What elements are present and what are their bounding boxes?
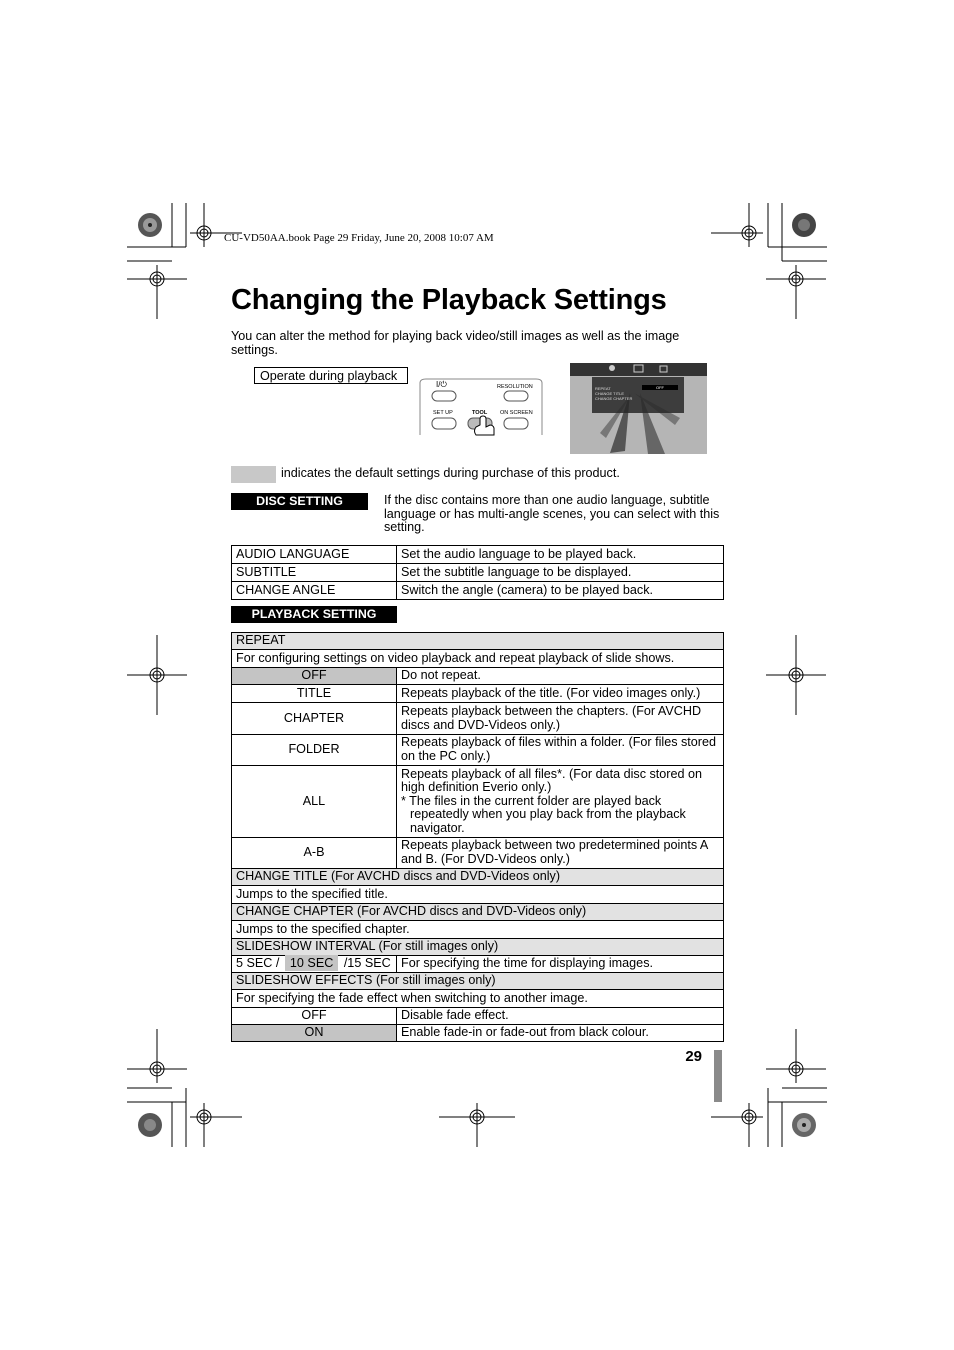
- onscreen-label: ON SCREEN: [500, 410, 533, 416]
- playback-setting-heading: PLAYBACK SETTING: [231, 606, 397, 623]
- table-row: [232, 668, 724, 685]
- table-row: [232, 869, 724, 886]
- option-name: OFF: [232, 668, 397, 685]
- disc-setting-description: If the disc contains more than one audio language, subtitle language or has multi-angle scenes, you can select with this setting.: [384, 493, 720, 535]
- option-desc: Repeats playback between the chapters. (For AVCHD discs and DVD-Videos only.): [397, 703, 724, 735]
- option-footnote: * The files in the current folder are played back repeatedly when you play back from the playback navigator.: [401, 793, 686, 835]
- slideshow-interval-title: SLIDESHOW INTERVAL (For still images only): [232, 939, 724, 956]
- option-desc-cell: [397, 766, 724, 838]
- playback-screen-image: [570, 363, 707, 454]
- table-row: [232, 703, 724, 735]
- page-number: 29: [685, 1048, 702, 1065]
- option-desc: Repeats playback of the title. (For video images only.): [397, 685, 724, 703]
- table-row: [232, 904, 724, 921]
- remote-illustration: [418, 377, 544, 437]
- disc-setting-table: [231, 545, 724, 600]
- setting-name: CHANGE ANGLE: [232, 582, 397, 600]
- resolution-label: RESOLUTION: [497, 384, 533, 390]
- setting-desc: Set the audio language to be played back.: [397, 546, 724, 564]
- interval-desc: For specifying the time for displaying images.: [397, 956, 724, 973]
- repeat-desc: For configuring settings on video playback and repeat playback of slide shows.: [232, 650, 724, 668]
- option-name: FOLDER: [232, 735, 397, 766]
- option-name: A-B: [232, 838, 397, 869]
- setting-name: AUDIO LANGUAGE: [232, 546, 397, 564]
- intro-text: You can alter the method for playing back video/still images as well as the image settings.: [231, 329, 680, 357]
- disc-setting-heading: DISC SETTING: [231, 493, 368, 510]
- default-swatch: [231, 466, 276, 483]
- interval-option-15sec: /15 SEC: [343, 956, 391, 971]
- default-note: indicates the default settings during purchase of this product.: [281, 466, 620, 480]
- interval-option-5sec: 5 SEC /: [236, 956, 280, 971]
- table-row: [232, 633, 724, 650]
- tool-label: TOOL: [472, 410, 488, 416]
- slideshow-effects-title: SLIDESHOW EFFECTS (For still images only): [232, 973, 724, 990]
- setup-label: SET UP: [433, 410, 453, 416]
- table-row: [232, 1025, 724, 1042]
- option-desc: Do not repeat.: [397, 668, 724, 685]
- interval-option-10sec: 10 SEC: [285, 955, 338, 971]
- page-title: Changing the Playback Settings: [231, 284, 667, 316]
- power-label: I/⏻: [436, 380, 447, 389]
- option-desc: Repeats playback of all files*. (For data disc stored on high definition Everio only.): [401, 766, 703, 795]
- table-row: [232, 886, 724, 904]
- screen-menu-item: CHANGE TITLE: [595, 391, 625, 396]
- playback-setting-table: [231, 632, 724, 1042]
- option-desc: Repeats playback of files within a folder. (For files stored on the PC only.): [397, 735, 724, 766]
- table-row: [232, 1008, 724, 1025]
- option-name: OFF: [232, 1008, 397, 1025]
- setting-name: SUBTITLE: [232, 564, 397, 582]
- slideshow-effects-desc: For specifying the fade effect when switching to another image.: [232, 990, 724, 1008]
- table-row: [232, 921, 724, 939]
- option-desc: Repeats playback between two predetermined points A and B. (For DVD-Videos only.): [397, 838, 724, 869]
- table-row: [232, 546, 724, 564]
- option-name: TITLE: [232, 685, 397, 703]
- table-row: [232, 650, 724, 668]
- table-row: [232, 685, 724, 703]
- page-thumb-tab: [714, 1050, 722, 1102]
- table-row: [232, 939, 724, 956]
- table-row: [232, 956, 724, 973]
- change-title-title: CHANGE TITLE (For AVCHD discs and DVD-Videos only): [232, 869, 724, 886]
- screen-menu-item: REPEAT: [595, 386, 611, 391]
- setting-desc: Switch the angle (camera) to be played back.: [397, 582, 724, 600]
- operate-label: Operate during playback: [254, 367, 408, 384]
- table-row: [232, 582, 724, 600]
- table-row: [232, 735, 724, 766]
- screen-menu-item: CHANGE CHAPTER: [595, 396, 633, 401]
- option-name: CHAPTER: [232, 703, 397, 735]
- change-chapter-title: CHANGE CHAPTER (For AVCHD discs and DVD-Videos only): [232, 904, 724, 921]
- table-row: [232, 766, 724, 838]
- change-chapter-desc: Jumps to the specified chapter.: [232, 921, 724, 939]
- table-row: [232, 973, 724, 990]
- table-row: [232, 564, 724, 582]
- repeat-title: REPEAT: [232, 633, 724, 650]
- file-info-header: CU-VD50AA.book Page 29 Friday, June 20, 2008 10:07 AM: [224, 232, 494, 244]
- option-desc: Enable fade-in or fade-out from black colour.: [397, 1025, 724, 1042]
- screen-menu-value: OFF: [642, 385, 678, 390]
- setting-desc: Set the subtitle language to be displayed.: [397, 564, 724, 582]
- option-name: ON: [232, 1025, 397, 1042]
- option-desc: Disable fade effect.: [397, 1008, 724, 1025]
- change-title-desc: Jumps to the specified title.: [232, 886, 724, 904]
- option-name: ALL: [232, 766, 397, 838]
- screen-menu: [592, 377, 684, 413]
- table-row: [232, 990, 724, 1008]
- interval-options: [232, 956, 397, 973]
- table-row: [232, 838, 724, 869]
